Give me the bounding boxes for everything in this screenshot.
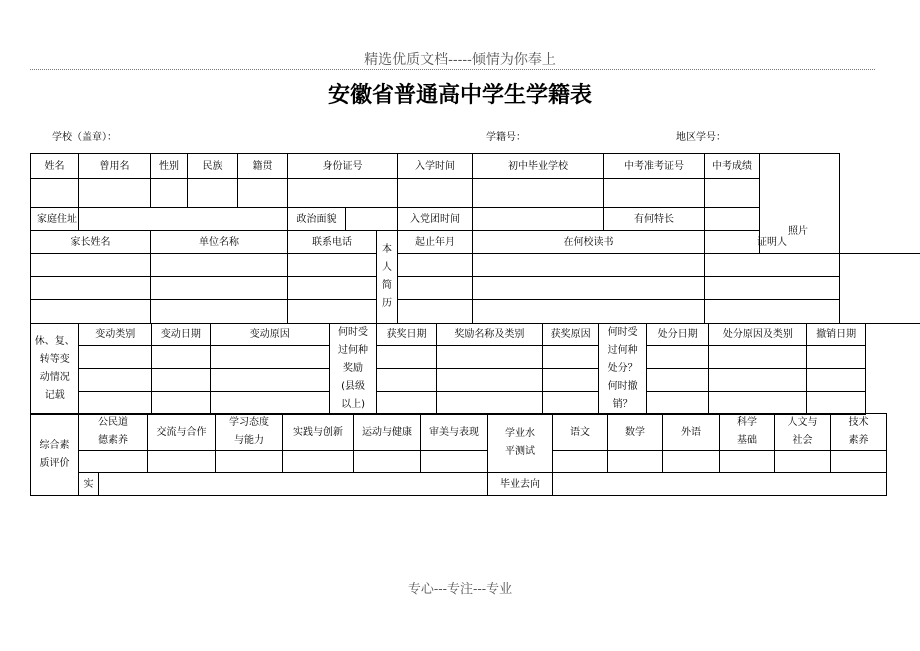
change-record-line: 记载 [44, 390, 65, 401]
science-cell[interactable] [720, 451, 775, 473]
label-punish-date: 处分日期 [646, 324, 709, 346]
table-cell[interactable] [709, 369, 807, 392]
change-record-line: 转等变 [39, 354, 70, 365]
label-change-date: 变动日期 [152, 324, 211, 346]
label-id-number: 身份证号 [288, 154, 398, 179]
label-contact-phone: 联系电话 [288, 231, 377, 254]
school-cell[interactable] [473, 300, 705, 324]
label-math: 数学 [608, 414, 663, 451]
work-unit-cell[interactable] [151, 300, 288, 324]
page-footer: 专心---专注---专业 [407, 582, 513, 597]
label-level-test [488, 414, 553, 473]
value-exam-ticket[interactable] [604, 179, 705, 208]
punish-question-line: 过何种 [607, 345, 638, 356]
label-chinese: 语文 [553, 414, 608, 451]
technology-line: 技术 [848, 417, 869, 428]
work-unit-cell[interactable] [151, 277, 288, 300]
table-cell[interactable] [542, 392, 599, 415]
photo-cell-lower [840, 254, 920, 324]
punish-question-line: 处分？ [607, 363, 638, 374]
punish-question-line: 何时撤 [607, 381, 638, 392]
period-cell[interactable] [398, 277, 473, 300]
label-enrollment-date: 入学时间 [398, 154, 473, 179]
label-punish-reason: 处分原因及类别 [709, 324, 807, 346]
resume-char: 简 [382, 280, 393, 291]
technology-line: 素养 [848, 435, 869, 446]
label-change-type: 变动类别 [79, 324, 152, 346]
label-punish-question [599, 324, 646, 415]
header-divider [30, 69, 875, 70]
award-question-line: 以上) [341, 399, 365, 410]
sports-health-cell[interactable] [354, 451, 421, 473]
page-title: 安徽省普通高中学生学籍表 [327, 82, 592, 108]
label-award-date: 获奖日期 [377, 324, 437, 346]
label-junior-school: 初中毕业学校 [473, 154, 604, 179]
witness-cell[interactable] [705, 277, 840, 300]
table-cell[interactable] [436, 369, 542, 392]
label-science [720, 414, 775, 451]
communication-cell[interactable] [148, 451, 216, 473]
table-cell[interactable] [377, 392, 437, 415]
label-award-question [329, 324, 376, 415]
label-sports-health: 运动与健康 [354, 414, 421, 451]
label-specialty: 有何特长 [604, 208, 705, 231]
label-civic-morality [79, 414, 148, 451]
witness-cell[interactable] [705, 254, 840, 277]
evaluation-line: 综合素 [39, 439, 70, 451]
evaluation-line: 质评价 [39, 457, 70, 469]
region-number-label: 地区学号： [676, 132, 726, 143]
graduation-destination-cell[interactable] [553, 473, 887, 496]
label-name: 姓名 [31, 154, 79, 179]
value-join-league-date[interactable] [473, 208, 604, 231]
table-cell[interactable] [152, 392, 211, 415]
label-aesthetics: 审美与表现 [421, 414, 488, 451]
table-cell[interactable] [436, 346, 542, 369]
phone-cell[interactable] [288, 277, 377, 300]
label-humanities [775, 414, 831, 451]
work-unit-cell[interactable] [151, 254, 288, 277]
table-cell[interactable] [210, 369, 329, 392]
period-cell[interactable] [398, 254, 473, 277]
label-parent-name: 家长姓名 [31, 231, 151, 254]
label-change-record [31, 324, 79, 415]
practice-innovation-cell[interactable] [283, 451, 354, 473]
table-cell[interactable] [210, 346, 329, 369]
value-exam-score[interactable] [705, 179, 760, 208]
table-cell[interactable] [709, 346, 807, 369]
table-cell[interactable] [646, 392, 709, 415]
witness-cell[interactable] [705, 300, 840, 324]
value-junior-school[interactable] [473, 179, 604, 208]
label-foreign-language: 外语 [663, 414, 720, 451]
table-cell[interactable] [436, 392, 542, 415]
level-test-line: 学业水 [505, 428, 535, 439]
label-personal-resume [377, 231, 398, 324]
science-line: 基础 [737, 435, 757, 446]
label-award-name: 奖励名称及类别 [436, 324, 542, 346]
parent-name-cell[interactable] [31, 254, 151, 277]
learning-attitude-cell[interactable] [216, 451, 283, 473]
level-test-line: 平测试 [505, 446, 535, 457]
label-practice-innovation: 实践与创新 [283, 414, 354, 451]
table-cell[interactable] [377, 346, 437, 369]
humanities-line: 人文与 [787, 417, 818, 428]
civic-morality-line: 公民道 [98, 417, 128, 428]
parent-name-cell[interactable] [31, 300, 151, 324]
label-gender: 性别 [151, 154, 188, 179]
label-practice: 实 [79, 473, 99, 496]
technology-cell[interactable] [831, 451, 887, 473]
punish-question-line: 何时受 [607, 327, 638, 338]
table-cell[interactable] [646, 369, 709, 392]
aesthetics-cell[interactable] [421, 451, 488, 473]
foreign-language-cell[interactable] [663, 451, 720, 473]
label-join-league-date: 入党团时间 [398, 208, 473, 231]
label-period: 起止年月 [398, 231, 473, 254]
phone-cell[interactable] [288, 300, 377, 324]
table-cell[interactable] [807, 369, 866, 392]
label-native-place: 籍贯 [238, 154, 288, 179]
learning-attitude-line: 与能力 [234, 435, 264, 446]
value-name[interactable] [31, 179, 79, 208]
evaluation-table [30, 413, 887, 496]
humanities-cell[interactable] [775, 451, 831, 473]
civic-morality-line: 德素养 [98, 435, 128, 446]
learning-attitude-line: 学习态度 [229, 417, 269, 428]
parent-name-cell[interactable] [31, 277, 151, 300]
label-work-unit: 单位名称 [151, 231, 288, 254]
award-question-line: (县级 [341, 381, 365, 392]
label-graduation-destination: 毕业去向 [488, 473, 553, 496]
label-political-status: 政治面貌 [288, 208, 346, 231]
humanities-line: 社会 [792, 435, 813, 446]
school-seal-label: 学校（盖章）： [52, 132, 117, 143]
table-cell[interactable] [152, 346, 211, 369]
photo-label: 照片 [788, 226, 808, 237]
value-native-place[interactable] [238, 179, 288, 208]
value-specialty[interactable] [705, 208, 840, 231]
page-header: 精选优质文档-----倾情为你奉上 [364, 52, 556, 68]
value-id-number[interactable] [288, 179, 398, 208]
records-table [30, 323, 866, 415]
label-exam-score: 中考成绩 [705, 154, 760, 179]
table-cell[interactable] [542, 346, 599, 369]
label-communication: 交流与合作 [148, 414, 216, 451]
value-political-status[interactable] [346, 208, 398, 231]
civic-morality-cell[interactable] [79, 451, 148, 473]
student-number-label: 学籍号： [486, 132, 526, 143]
value-home-address[interactable] [79, 208, 288, 231]
award-question-line: 奖励 [343, 363, 364, 374]
change-record-line: 休、复、 [34, 336, 75, 347]
table-cell[interactable] [79, 346, 152, 369]
table-cell[interactable] [79, 392, 152, 415]
practice-cell[interactable] [99, 473, 488, 496]
table-cell[interactable] [152, 369, 211, 392]
table-cell[interactable] [807, 392, 866, 415]
label-learning-attitude [216, 414, 283, 451]
table-cell[interactable] [646, 346, 709, 369]
table-cell[interactable] [377, 369, 437, 392]
value-ethnicity[interactable] [188, 179, 238, 208]
basic-info-table [30, 153, 920, 324]
period-cell[interactable] [398, 300, 473, 324]
resume-char: 人 [382, 262, 393, 273]
punish-question-line: 销？ [612, 399, 633, 410]
label-home-address: 家庭住址 [31, 208, 79, 231]
change-record-line: 动情况 [39, 372, 70, 383]
label-exam-ticket: 中考准考证号 [604, 154, 705, 179]
school-cell[interactable] [473, 277, 705, 300]
school-cell[interactable] [473, 254, 705, 277]
value-enrollment-date[interactable] [398, 179, 473, 208]
label-revoke-date: 撤销日期 [807, 324, 866, 346]
table-cell[interactable] [709, 392, 807, 415]
label-school-attended: 在何校读书 [473, 231, 705, 254]
phone-cell[interactable] [288, 254, 377, 277]
label-technology [831, 414, 887, 451]
science-line: 科学 [737, 417, 757, 428]
label-ethnicity: 民族 [188, 154, 238, 179]
award-question-line: 何时受 [338, 327, 369, 338]
table-cell[interactable] [807, 346, 866, 369]
table-cell[interactable] [210, 392, 329, 415]
label-change-reason: 变动原因 [210, 324, 329, 346]
value-former-name[interactable] [79, 179, 151, 208]
label-former-name: 曾用名 [79, 154, 151, 179]
resume-char: 历 [382, 298, 393, 309]
math-cell[interactable] [608, 451, 663, 473]
award-question-line: 过何种 [338, 345, 369, 356]
value-gender[interactable] [151, 179, 188, 208]
label-comprehensive-evaluation [31, 414, 79, 496]
table-cell[interactable] [542, 369, 599, 392]
resume-char: 本 [382, 244, 393, 255]
label-award-reason: 获奖原因 [542, 324, 599, 346]
chinese-cell[interactable] [553, 451, 608, 473]
label-witness: 证明人 [705, 231, 840, 254]
table-cell[interactable] [79, 369, 152, 392]
